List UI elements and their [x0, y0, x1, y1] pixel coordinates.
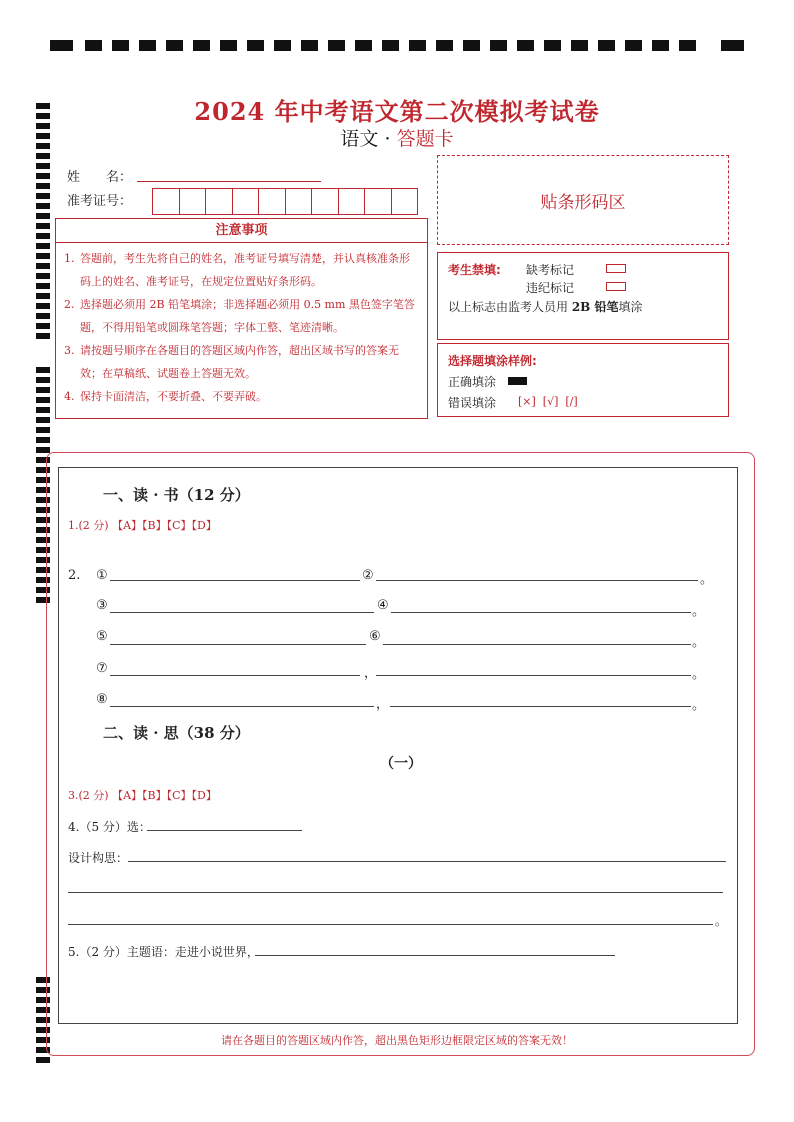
examiner-note	[448, 298, 643, 315]
blank-mark-1: ①	[96, 568, 108, 583]
q4-label: 4.（5 分）选：	[68, 820, 151, 834]
exam-digit-box[interactable]	[392, 189, 418, 214]
name-field[interactable]	[137, 181, 321, 182]
q3-label: 3.(2 分)	[68, 789, 109, 802]
blank-mark-7: ⑦	[96, 661, 108, 676]
comma: ，	[376, 697, 390, 712]
notice-list	[56, 243, 427, 408]
exam-digit-box[interactable]	[312, 189, 339, 214]
period: 。	[700, 572, 714, 587]
exam-digit-box[interactable]	[180, 189, 207, 214]
examiner-note-suffix: 填涂	[618, 300, 643, 314]
notice-box	[55, 218, 428, 419]
exam-digit-box[interactable]	[339, 189, 366, 214]
q3-row	[68, 787, 217, 803]
notice-item	[64, 385, 419, 408]
blank-mark-8: ⑧	[96, 692, 108, 707]
absent-mark-label: 缺考标记	[526, 263, 575, 277]
absent-mark-box[interactable]	[606, 264, 626, 273]
exam-digit-box[interactable]	[206, 189, 233, 214]
comma: ，	[364, 666, 378, 681]
examiner-note-prefix: 以上标志由监考人员用	[448, 300, 572, 314]
section-2-title: 二、读 · 思（38 分）	[103, 724, 250, 742]
notice-item-number: 4.	[64, 390, 75, 403]
fill-sample-title: 选择题填涂样例:	[448, 354, 537, 368]
subtitle-dot: ·	[384, 128, 391, 150]
examiner-note-bold: 2B 铅笔	[571, 300, 619, 314]
correct-fill-mark	[508, 377, 527, 385]
q2-blank-8[interactable]	[110, 706, 374, 707]
q5-blank[interactable]	[255, 955, 615, 956]
q2-blank-8b[interactable]	[390, 706, 691, 707]
period: 。	[715, 914, 728, 928]
period: 。	[692, 635, 706, 650]
q1-label: 1.(2 分)	[68, 519, 109, 532]
correct-fill-label: 正确填涂	[448, 375, 497, 389]
subtitle-subject: 语文	[340, 128, 379, 150]
notice-item-number: 1.	[64, 252, 75, 265]
design-line-3[interactable]	[68, 924, 713, 925]
blank-mark-6: ⑥	[369, 629, 381, 644]
blank-mark-3: ③	[96, 598, 108, 613]
timing-marks-top	[50, 40, 744, 52]
q3-options[interactable]: 【A】【B】【C】【D】	[112, 789, 217, 802]
notice-item	[64, 339, 419, 385]
exam-number-boxes[interactable]	[152, 188, 418, 215]
blank-mark-2: ②	[362, 568, 374, 583]
fill-sample-box	[437, 343, 729, 417]
wrong-fill-label: 错误填涂	[448, 396, 497, 410]
page-subtitle	[0, 124, 794, 151]
period: 。	[692, 698, 706, 713]
answer-area-frame	[58, 467, 738, 1024]
q2-blank-3[interactable]	[110, 612, 374, 613]
design-line-1[interactable]	[128, 861, 726, 862]
section-2-part: （一）	[380, 756, 422, 772]
barcode-label: 贴条形码区	[540, 192, 626, 213]
wrong-fill-marks: [×] [√] [/]	[518, 395, 578, 408]
q2-blank-2[interactable]	[376, 580, 698, 581]
q4-choice-blank[interactable]	[147, 830, 302, 831]
notice-item-text: 保持卡面清洁，不要折叠、不要弄破。	[80, 390, 267, 403]
q2-blank-4[interactable]	[391, 612, 691, 613]
exam-digit-box[interactable]	[365, 189, 392, 214]
violation-mark-box[interactable]	[606, 282, 626, 291]
notice-item-text: 请按题号顺序在各题目的答题区域内作答，超出区域书写的答案无效；在草稿纸、试题卷上答题无效。	[80, 344, 399, 380]
q1-options[interactable]: 【A】【B】【C】【D】	[112, 519, 217, 532]
name-label: 姓 名：	[67, 170, 133, 185]
notice-heading: 注意事项	[56, 219, 427, 243]
notice-item-number: 2.	[64, 298, 75, 311]
exam-digit-box[interactable]	[233, 189, 260, 214]
page-title: 2024 年中考语文第二次模拟考试卷	[194, 97, 600, 126]
examiner-only-label: 考生禁填:	[448, 263, 501, 277]
exam-digit-box[interactable]	[153, 189, 180, 214]
exam-digit-box[interactable]	[286, 189, 313, 214]
notice-item	[64, 247, 419, 293]
period: 。	[692, 604, 706, 619]
q2-blank-6[interactable]	[383, 644, 691, 645]
q1-row	[68, 517, 217, 533]
barcode-area	[437, 155, 729, 245]
design-label: 设计构思：	[68, 851, 129, 865]
exam-digit-box[interactable]	[259, 189, 286, 214]
q2-label: 2.	[68, 568, 81, 583]
notice-item-text: 答题前，考生先将自己的姓名，准考证号填写清楚，并认真核准条形码上的姓名、准考证号，在规定位置贴好条形码。	[80, 252, 410, 288]
q2-blank-7[interactable]	[110, 675, 360, 676]
section-1-title: 一、读 · 书（12 分）	[103, 486, 250, 504]
notice-item	[64, 293, 419, 339]
blank-mark-5: ⑤	[96, 629, 108, 644]
blank-mark-4: ④	[377, 598, 389, 613]
footer-warning: 请在各题目的答题区域内作答，超出黑色矩形边框限定区域的答案无效！	[221, 1034, 573, 1047]
notice-item-number: 3.	[64, 344, 75, 357]
examiner-only-box	[437, 252, 729, 340]
q2-blank-5[interactable]	[110, 644, 366, 645]
subtitle-card: 答题卡	[396, 128, 454, 150]
q5-label: 5.（2 分）主题语：走进小说世界，	[68, 945, 259, 959]
design-line-2[interactable]	[68, 892, 723, 893]
q2-blank-7b[interactable]	[376, 675, 691, 676]
exam-number-label: 准考证号：	[67, 194, 133, 209]
period: 。	[692, 667, 706, 682]
q2-blank-1[interactable]	[110, 580, 360, 581]
violation-mark-label: 违纪标记	[526, 281, 575, 295]
notice-item-text: 选择题必须用 2B 铅笔填涂；非选择题必须用 0.5 mm 黑色签字笔答题，不得用铅笔或圆珠笔答题；字体工整、笔迹清晰。	[80, 298, 415, 334]
